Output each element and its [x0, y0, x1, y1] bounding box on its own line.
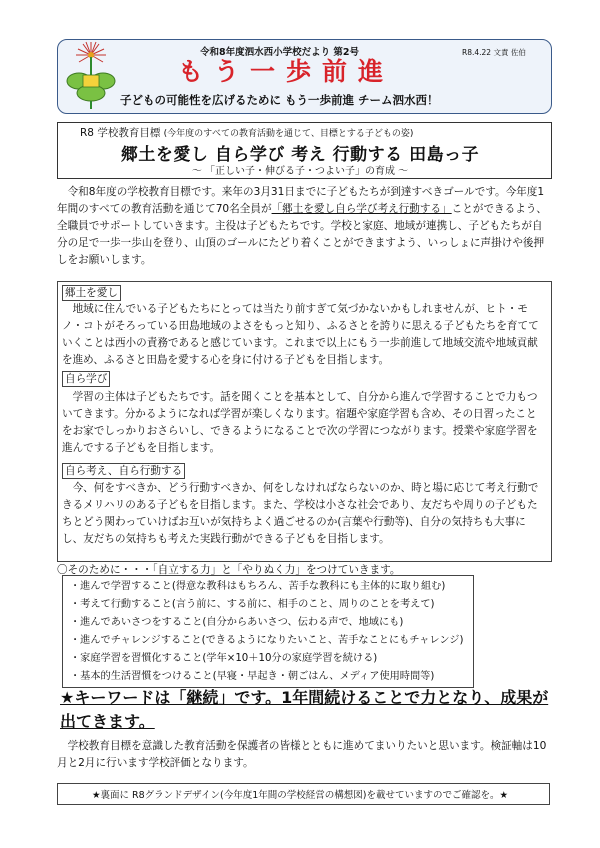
newsletter-slogan: 子どもの可能性を広げるために もう一歩前進 チーム泗水西！	[120, 93, 439, 107]
list-item: ・基本的生活習慣をつけること(早寝・早起き・朝ごはん、メディア使用時間等)	[70, 671, 435, 682]
school-logo-icon	[66, 41, 116, 109]
goal-label: R8 学校教育目標 (今年度のすべての教育活動を通じて、目標とする子どもの姿)	[80, 127, 414, 139]
list-item: ・進んでチャレンジすること(できるようになりたいこと、苦手なことにもチャレンジ)	[70, 635, 464, 646]
keyword-statement: ★キーワードは「継続」です。1年間続けることで力となり、成果が出てきます。	[60, 688, 549, 731]
for-that-line: 〇そのために・・・「自立する力」と「やりぬく力」をつけていきます。	[57, 564, 401, 576]
section-label-learn: 自ら学び	[62, 371, 110, 387]
list-item: ・家庭学習を習慣化すること(学年×10＋10分の家庭学習を続ける)	[70, 653, 378, 664]
goal-label-note: (今年度のすべての教育活動を通じて、目標とする子どもの姿)	[163, 129, 414, 139]
list-item: ・考えて行動すること(言う前に、する前に、相手のこと、周りのことを考えて)	[70, 599, 435, 610]
list-item: ・進んで学習すること(得意な教科はもちろん、苦手な教科にも主体的に取り組む)	[70, 581, 446, 592]
section-label-love-hometown: 郷土を愛し	[62, 285, 121, 301]
newsletter-subtitle: 令和8年度泗水西小学校だより 第2号	[200, 47, 360, 58]
footer-note: ★裏面に R8グランドデザイン(今年度1年間の学校経営の構想図)を載せていますのでご確認を。★	[92, 790, 508, 801]
closing-paragraph: 学校教育目標を意識した教育活動を保護者の皆様とともに進めてまいりたいと思います。検証軸は10月と2月に行います学校評価となります。	[57, 740, 547, 769]
section-text-love-hometown: 地域に住んでいる子どもたちにとっては当たり前すぎて気づかないかもしれませんが、ヒト・モノ・コトがそろっている田島地域のよさをもっと知り、ふるさとを誇りに思える子どもたちを育てていくことは西小の責務であると感じています。これまで以上にもう一歩前進して地域交流や地域貢献を進め、ふるさと田島を愛する心を身に付ける子どもを目指します。	[62, 303, 539, 366]
section-text-think-act: 今、何をすべきか、どう行動すべきか、何をしなければならないのか、時と場に応じて考え行動できるメリハリのある子どもを目指します。また、学校は小さな社会であり、友だちや周りの子どもたちとどう関わっていけばお互いが気持ちよく過ごせるのか(言葉や行動等)、自分の気持ちも大事にし、友だちの気持ちも考えた実践行動ができる子どもを目指します。	[62, 482, 539, 545]
intro-underlined: 「郷土を愛し自ら学び考え行動する」	[271, 203, 452, 215]
section-text-learn: 学習の主体は子どもたちです。話を聞くことを基本として、自分から進んで学習することで力もついてきます。分かるようになれば学習が楽しくなります。宿題や家庭学習も含め、その日習ったことをお家でしっかりおさらいし、できるようになることで次の学習につながります。授業や家庭学習を進んでする子どもを目指します。	[62, 391, 538, 454]
issue-date: R8.4.22 文責 佐伯	[462, 48, 526, 57]
intro-paragraph: 令和8年度の学校教育目標です。来年の3月31日までに子どもたちが到達すべきゴールです。今年度1年間のすべての教育活動を通じて70名全員が「郷土を愛し自ら学び考え行動する」ことができるよう、全職員でサポートしていきます。主役は子どもたちです。学校と家庭、地域が連携し、子どもたちが自分の足で一歩一歩山を登り、山頂のゴールにたどり着くことができますよう、いっしょに声掛けや後押しをお願いします。	[57, 186, 547, 266]
goal-main: 郷土を愛し 自ら学び 考え 行動する 田島っ子	[120, 145, 480, 165]
newsletter-title: もう一歩前進	[178, 57, 395, 86]
section-label-think-act: 自ら考え、自ら行動する	[62, 463, 185, 479]
goal-sub: ～ 「正しい子・伸びる子・つよい子」の育成 ～	[191, 166, 409, 177]
list-item: ・進んであいさつをすること(自分からあいさつ、伝わる声で、地域にも)	[70, 617, 404, 628]
